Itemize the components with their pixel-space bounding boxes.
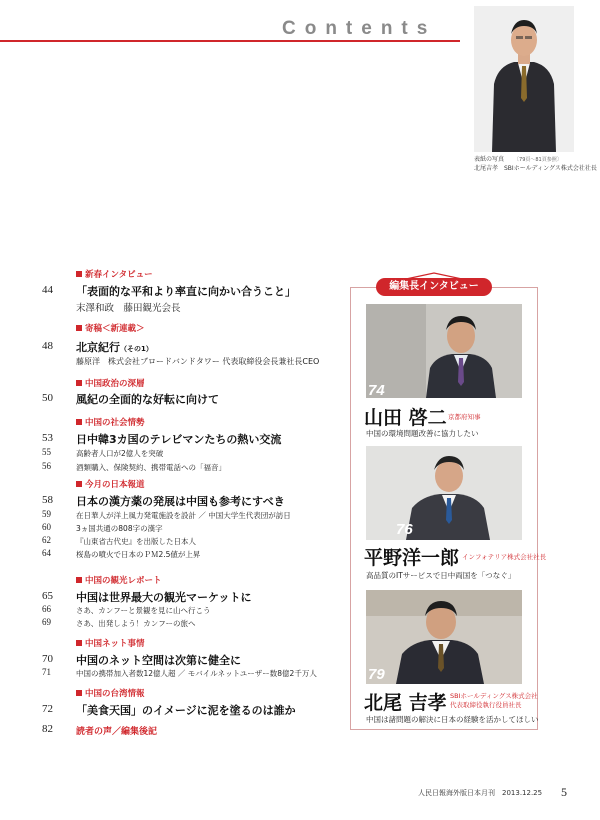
toc-entry-title[interactable]: 酒類購入、保険契約、携帯電話への「福音」 bbox=[76, 463, 226, 472]
interviewee-role: SBIホールディングス株式会社 bbox=[450, 692, 538, 700]
section-header: 中国の台湾情報 bbox=[76, 687, 145, 699]
page-number: 70 bbox=[42, 653, 53, 665]
contents-title: Contents bbox=[282, 18, 437, 39]
toc-entry-title[interactable]: 「美食天国」のイメージに泥を塗るのは誰か bbox=[76, 704, 296, 717]
page-number: 48 bbox=[42, 340, 53, 352]
square-bullet-icon bbox=[76, 419, 82, 425]
toc-entry-title[interactable]: 読者の声／編集後記 bbox=[76, 727, 158, 737]
interview-subtitle: 中国は諸問題の解決に日本の経験を活かしてほしい bbox=[366, 715, 539, 724]
page-number: 50 bbox=[42, 392, 53, 404]
section-header: 中国政治の深層 bbox=[76, 377, 145, 389]
toc-entry-title[interactable]: 3ヵ国共通の808字の漢字 bbox=[76, 524, 163, 533]
interviewee-name[interactable]: 山田 啓二 bbox=[364, 407, 447, 429]
toc-byline: 末澤和政 藤田観光会長 bbox=[76, 303, 181, 314]
interviewee-name[interactable]: 平野洋一郎 bbox=[364, 547, 460, 569]
interviewee-name[interactable]: 北尾 吉孝 bbox=[364, 692, 447, 714]
toc-entry-title[interactable]: 日本の漢方薬の発展は中国も参考にすべき bbox=[76, 495, 285, 508]
toc-entry-title[interactable]: 桜島の噴火で日本のＰＭ2.5値が上昇 bbox=[76, 550, 201, 559]
page-number: 59 bbox=[42, 509, 51, 519]
toc-entry-title[interactable]: 中国のネット空間は次第に健全に bbox=[76, 654, 241, 667]
page-number: 55 bbox=[42, 447, 51, 457]
toc-entry-title[interactable]: 高齢者人口が2億人を突破 bbox=[76, 449, 164, 458]
interview-photo bbox=[366, 304, 522, 398]
toc-entry-title[interactable]: さあ、カンフーと景観を見に山へ行こう bbox=[76, 606, 211, 615]
square-bullet-icon bbox=[76, 271, 82, 277]
section-header: 中国ネット事情 bbox=[76, 637, 145, 649]
page-number: 71 bbox=[42, 667, 51, 677]
page-number: 62 bbox=[42, 535, 51, 545]
interview-photo bbox=[366, 590, 522, 684]
cover-photo bbox=[474, 6, 574, 152]
page-number: 65 bbox=[42, 590, 53, 602]
cover-caption-label: 表紙の写真 bbox=[474, 156, 505, 163]
page-number: 44 bbox=[42, 284, 53, 296]
interviewee-role-line2: 代表取締役執行役員社長 bbox=[450, 701, 522, 709]
cover-caption-person: 北尾吉孝 SBIホールディングス株式会社社長 bbox=[474, 165, 597, 172]
square-bullet-icon bbox=[76, 577, 82, 583]
square-bullet-icon bbox=[76, 690, 82, 696]
magazine-footer: 人民日報海外版日本月刊 2013.12.25 bbox=[418, 789, 543, 797]
section-header: 中国の社会情勢 bbox=[76, 416, 145, 428]
interview-subtitle: 中国の環境問題改善に協力したい bbox=[366, 429, 479, 438]
page-number: 56 bbox=[42, 461, 51, 471]
header-rule bbox=[0, 40, 460, 42]
square-bullet-icon bbox=[76, 380, 82, 386]
toc-entry-title[interactable]: 中国の携帯加入者数12億人超 ／ モバイルネットユーザー数8億2千万人 bbox=[76, 669, 317, 678]
square-bullet-icon bbox=[76, 325, 82, 331]
toc-entry-title[interactable]: 在日華人が洋上風力発電施設を設計 ／ 中国大学生代表団が訪日 bbox=[76, 511, 291, 520]
toc-entry-title[interactable]: さあ、出発しよう！カンフーの旅へ bbox=[76, 619, 196, 628]
toc-entry-title[interactable]: 日中韓3カ国のテレビマンたちの熱い交流 bbox=[76, 433, 282, 446]
interview-page-number: 79 bbox=[368, 666, 385, 683]
interview-page-number: 74 bbox=[368, 382, 385, 399]
page-number: 69 bbox=[42, 617, 51, 627]
square-bullet-icon bbox=[76, 481, 82, 487]
folio-page-number: 5 bbox=[561, 785, 567, 799]
toc-entry-title[interactable]: 「表面的な平和より率直に向かい合うこと」 bbox=[76, 285, 296, 298]
toc-byline: 藤原洋 株式会社ブロードバンドタワー 代表取締役会長兼社長CEO bbox=[76, 357, 320, 366]
interviewee-role: インフォテリア株式会社社長 bbox=[462, 553, 547, 561]
toc-entry-title[interactable]: 風紀の全面的な好転に向けて bbox=[76, 393, 219, 406]
page-number: 82 bbox=[42, 723, 53, 735]
page-number: 66 bbox=[42, 604, 51, 614]
section-header: 今月の日本報道 bbox=[76, 478, 145, 490]
section-header: 中国の観光レポート bbox=[76, 574, 162, 586]
page-number: 53 bbox=[42, 432, 53, 444]
square-bullet-icon bbox=[76, 640, 82, 646]
cover-caption-page: 〔79頁～81頁参照〕 bbox=[514, 157, 562, 163]
toc-entry-title[interactable]: 『山東省古代史』を出版した日本人 bbox=[76, 537, 196, 546]
interview-badge bbox=[376, 272, 492, 298]
page-number: 60 bbox=[42, 522, 51, 532]
page-number: 64 bbox=[42, 548, 51, 558]
interview-photo bbox=[366, 446, 522, 540]
interview-subtitle: 高品質のITサービスで日中両国を「つなぐ」 bbox=[366, 571, 516, 580]
page-number: 72 bbox=[42, 703, 53, 715]
toc-entry-title[interactable]: 中国は世界最大の観光マーケットに bbox=[76, 591, 252, 604]
toc-entry-title[interactable]: 北京紀行（その1） bbox=[76, 341, 153, 354]
section-header: 新春インタビュー bbox=[76, 268, 153, 280]
interview-badge-label: 編集長インタビュー bbox=[376, 278, 492, 296]
section-header: 寄稿＜新連載＞ bbox=[76, 322, 145, 334]
interview-page-number: 76 bbox=[396, 521, 413, 538]
page-number: 58 bbox=[42, 494, 53, 506]
interviewee-role: 京都府知事 bbox=[448, 413, 481, 421]
cover-caption bbox=[474, 154, 600, 163]
